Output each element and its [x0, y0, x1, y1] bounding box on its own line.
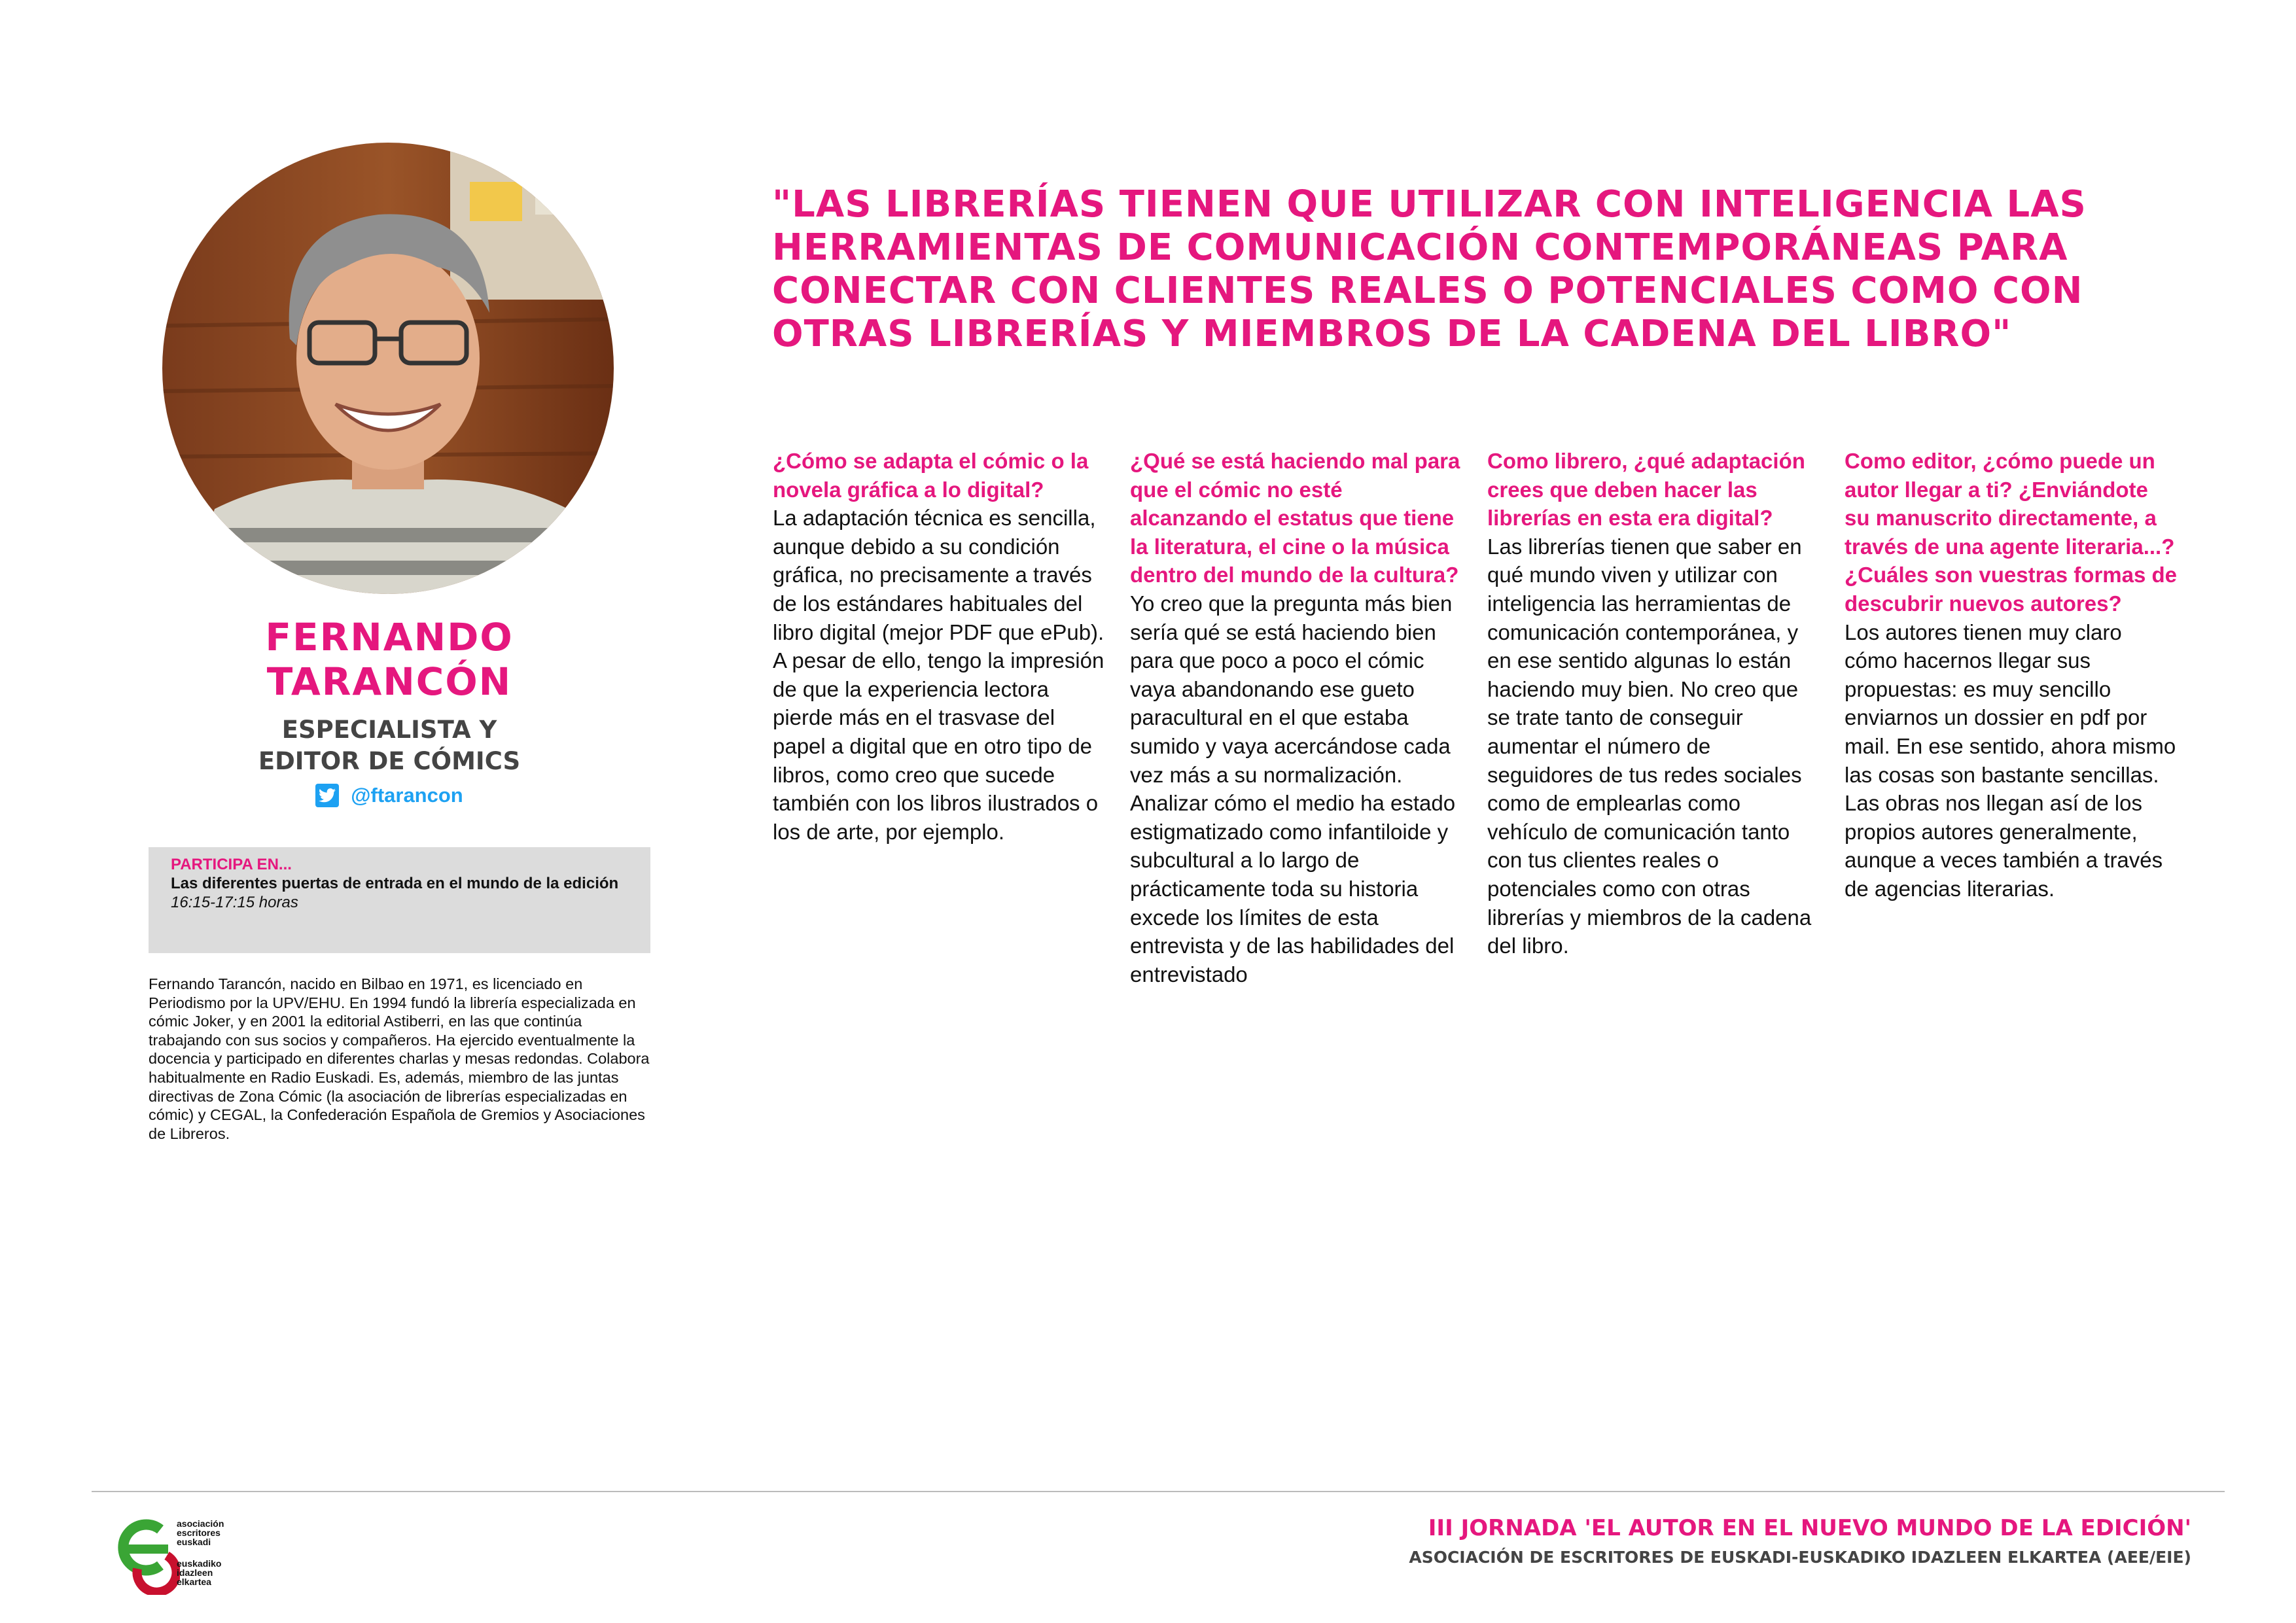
session-hours: 16:15-17:15 horas — [171, 894, 298, 911]
logo-text-eu — [177, 1559, 221, 1586]
speaker-role — [164, 714, 615, 777]
logo-text-line: euskadiko — [177, 1558, 222, 1569]
speaker-bio: Fernando Tarancón, nacido en Bilbao en 1971, es licenciado en Periodismo por la UPV/EHU. En 1994 fundó la librería especializada en cómic Joker, y en 2001 la editorial Astiberri, en las que continúa trabajando con sus socios y compañeros. Ha ejercido eventualmente la docencia y participado en diferentes charlas y mesas redondas. Colabora habitualmente en Radio Euskadi. Es, además, miembro de las juntas directivas de Zona Cómic (la asociación de librerías especializadas en cómic) y CEGAL, la Confederación Española de Gremios y Asociaciones de Libreros. — [149, 975, 650, 1142]
logo-text-line: escritores — [177, 1527, 221, 1538]
interview-question: ¿Cómo se adapta el cómic o la novela gráfica a lo digital? — [773, 449, 1089, 502]
pull-quote: "LAS LIBRERÍAS TIENEN QUE UTILIZAR CON INTELIGENCIA LAS HERRAMIENTAS DE COMUNICACIÓN CONTEMPORÁNEAS PARA CONECTAR CON CLIENTES REALES O POTENCIALES COMO CON OTRAS LIBRERÍAS Y MIEMBROS DE LA CADENA DEL LIBRO" — [772, 183, 2087, 355]
interview-answer: Los autores tienen muy claro cómo hacernos llegar sus propuestas: es muy sencillo enviarnos un dossier en pdf por mail. En ese sentido, ahora mismo las cosas son bastante sencillas. Las obras nos llegan así de los propios autores generalmente, aunque a veces también a través de agencias literarias. — [1845, 620, 2176, 901]
interview-question: ¿Qué se está haciendo mal para que el cómic no esté alcanzando el estatus que tiene la literatura, el cine o la música dentro del mundo de la cultura? — [1130, 449, 1460, 587]
speaker-role-line1: ESPECIALISTA Y — [281, 716, 497, 744]
logo-text-line: euskadi — [177, 1537, 211, 1547]
logo-text-line: elkartea — [177, 1577, 211, 1587]
footer-title: III JORNADA 'EL AUTOR EN EL NUEVO MUNDO DE LA EDICIÓN' — [1428, 1515, 2191, 1541]
interview-answer: Las librerías tienen que saber en qué mundo viven y utilizar con inteligencia las herramientas de comunicación contemporánea, y en ese sentido algunas lo están haciendo muy bien. No creo que se trate tanto de conseguir aumentar el número de seguidores de tus redes sociales como de emplearlas como vehículo de comunicación tanto con tus clientes reales o potenciales como con otras librerías y miembros de la cadena del libro. — [1487, 534, 1812, 958]
session-title: Las diferentes puertas de entrada en el mundo de la edición — [171, 875, 619, 892]
interview-question: Como librero, ¿qué adaptación crees que deben hacer las librerías en esta era digital? — [1487, 449, 1805, 531]
interview-question: Como editor, ¿cómo puede un autor llegar a ti? ¿Enviándote su manuscrito directamente, a través de una agente literaria...? ¿Cuáles son vuestras formas de descubrir nuevos autores? — [1845, 449, 2178, 616]
interview-answer: La adaptación técnica es sencilla, aunque debido a su condición gráfica, no precisamente a través de los estándares habituales del libro digital (mejor PDF que ePub). A pesar de ello, tengo la impresión de que la experiencia lectora pierde más en el trasvase del papel a digital que en otro tipo de libros, como creo que sucede también con los libros ilustrados o los de arte, por ejemplo. — [773, 506, 1104, 844]
interview-column-4 — [1845, 447, 2178, 903]
interview-column-1 — [773, 447, 1106, 846]
interview-column-3 — [1487, 447, 1821, 960]
twitter-icon — [315, 784, 339, 807]
portrait-photo — [162, 143, 614, 594]
session-label: PARTICIPA EN... — [171, 856, 292, 873]
footer-divider — [92, 1491, 2225, 1492]
interview-answer: Yo creo que la pregunta más bien sería qué se está haciendo bien para que poco a poco el cómic vaya abandonando ese gueto paracultural en el que estaba sumido y vaya acercándose cada vez más a su normalización. Analizar cómo el medio ha estado estigmatizado como infantiloide y subcultural a lo largo de prácticamente toda su historia excede los límites de esta entrevista y de las habilidades del entrevistado — [1130, 591, 1456, 986]
logo-text-line: asociación — [177, 1518, 224, 1529]
speaker-role-line2: EDITOR DE CÓMICS — [258, 747, 521, 775]
speaker-name: FERNANDO TARANCÓN — [265, 615, 514, 704]
logo-text-es — [177, 1519, 224, 1546]
footer-subtitle: ASOCIACIÓN DE ESCRITORES DE EUSKADI-EUSKADIKO IDAZLEEN ELKARTEA (AEE/EIE) — [1409, 1548, 2191, 1567]
twitter-link[interactable] — [164, 784, 615, 807]
twitter-handle[interactable]: @ftarancon — [351, 784, 463, 807]
interview-column-2 — [1130, 447, 1464, 988]
logo-text-line: idazleen — [177, 1567, 213, 1578]
session-box — [149, 847, 650, 953]
portrait-photo-icon — [162, 143, 614, 594]
